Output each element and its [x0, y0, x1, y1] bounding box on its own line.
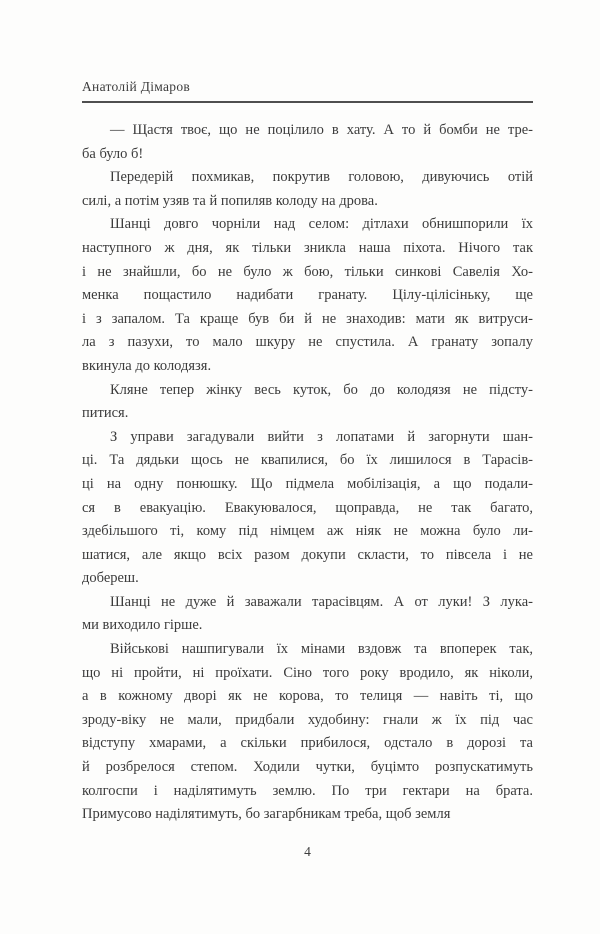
- text-line: ці на одну понюшку. Що підмела мобілізація, а що подали-: [82, 475, 533, 492]
- running-head-author: Анатолій Дімаров: [82, 79, 191, 94]
- page-number: 4: [304, 844, 311, 859]
- paragraph: [82, 119, 533, 166]
- text-line: шатися, але якщо всіх разом докупи скласти, то півсела і не: [82, 546, 533, 563]
- text-line: — Щастя твоє, що не поцілило в хату. А то й бомби не тре-: [110, 122, 533, 138]
- text-line: і не знайшли, бо не було ж бою, тільки синкові Савелія Хо-: [82, 263, 533, 280]
- header-rule: [82, 101, 533, 103]
- page-text: [82, 119, 533, 827]
- paragraph: [82, 166, 533, 213]
- text-line: силі, а потім узяв та й попиляв колоду на дрова.: [82, 192, 378, 209]
- text-line: Кляне тепер жінку весь куток, бо до колодязя не підсту-: [110, 381, 533, 398]
- text-line: вкинула до колодязя.: [82, 357, 212, 374]
- text-line: колгоспи і наділятимуть землю. По три гектари на брата.: [82, 782, 533, 799]
- text-line: ла з пазухи, то мало шкуру не спустила. А гранату зопалу: [82, 334, 533, 351]
- text-line: здебільшого ті, кому під німцем аж ніяк не можна було ли-: [82, 523, 533, 540]
- text-line: і з запалом. Та краще був би й не знаходив: мати як витруси-: [82, 310, 533, 327]
- text-line: ся в евакуацію. Евакуювалося, щоправда, не так багато,: [82, 499, 533, 516]
- text-line: З управи загадували вийти з лопатами й загорнути шан-: [110, 428, 533, 445]
- text-line: ці. Та дядьки щось не квапилися, бо їх лишилося в Тарасів-: [82, 452, 533, 469]
- text-line: а в кожному дворі як не корова, то телиця — навіть ті, що: [82, 688, 533, 705]
- text-line: Примусово наділятимуть, бо загарбникам треба, щоб земля: [82, 806, 451, 823]
- paragraph: [82, 591, 533, 638]
- text-line: менка пощастило надибати гранату. Цілу-цілісіньку, ще: [82, 287, 533, 304]
- text-line: Передерій похмикав, покрутив головою, дивуючись отій: [110, 169, 533, 186]
- text-line: наступного ж дня, як тільки зникла наша піхота. Нічого так: [82, 239, 533, 256]
- text-line: зроду-віку не мали, придбали худобину: гнали ж їх під час: [82, 711, 533, 728]
- paragraph: [82, 638, 533, 827]
- text-line: Шанці не дуже й заважали тарасівцям. А от луки! З лука-: [110, 593, 533, 610]
- paragraph: [82, 379, 533, 426]
- text-line: добереш.: [82, 570, 139, 587]
- text-line: питися.: [82, 405, 129, 422]
- text-line: ми виходило гірше.: [82, 617, 203, 634]
- text-line: що ні пройти, ні проїхати. Сіно того року вродило, як ніколи,: [82, 664, 533, 681]
- text-line: відступу хмарами, а скільки прибилося, одстало в дорозі та: [82, 735, 533, 752]
- paragraph: [82, 426, 533, 591]
- paragraph: [82, 213, 533, 378]
- text-line: Шанці довго чорніли над селом: дітлахи обнишпорили їх: [110, 216, 533, 233]
- text-line: й розбрелося степом. Ходили чутки, буцімто розпускатимуть: [82, 759, 533, 776]
- text-line: Військові нашпигували їх мінами вздовж та впоперек так,: [110, 641, 533, 658]
- text-line: ба було б!: [82, 145, 144, 162]
